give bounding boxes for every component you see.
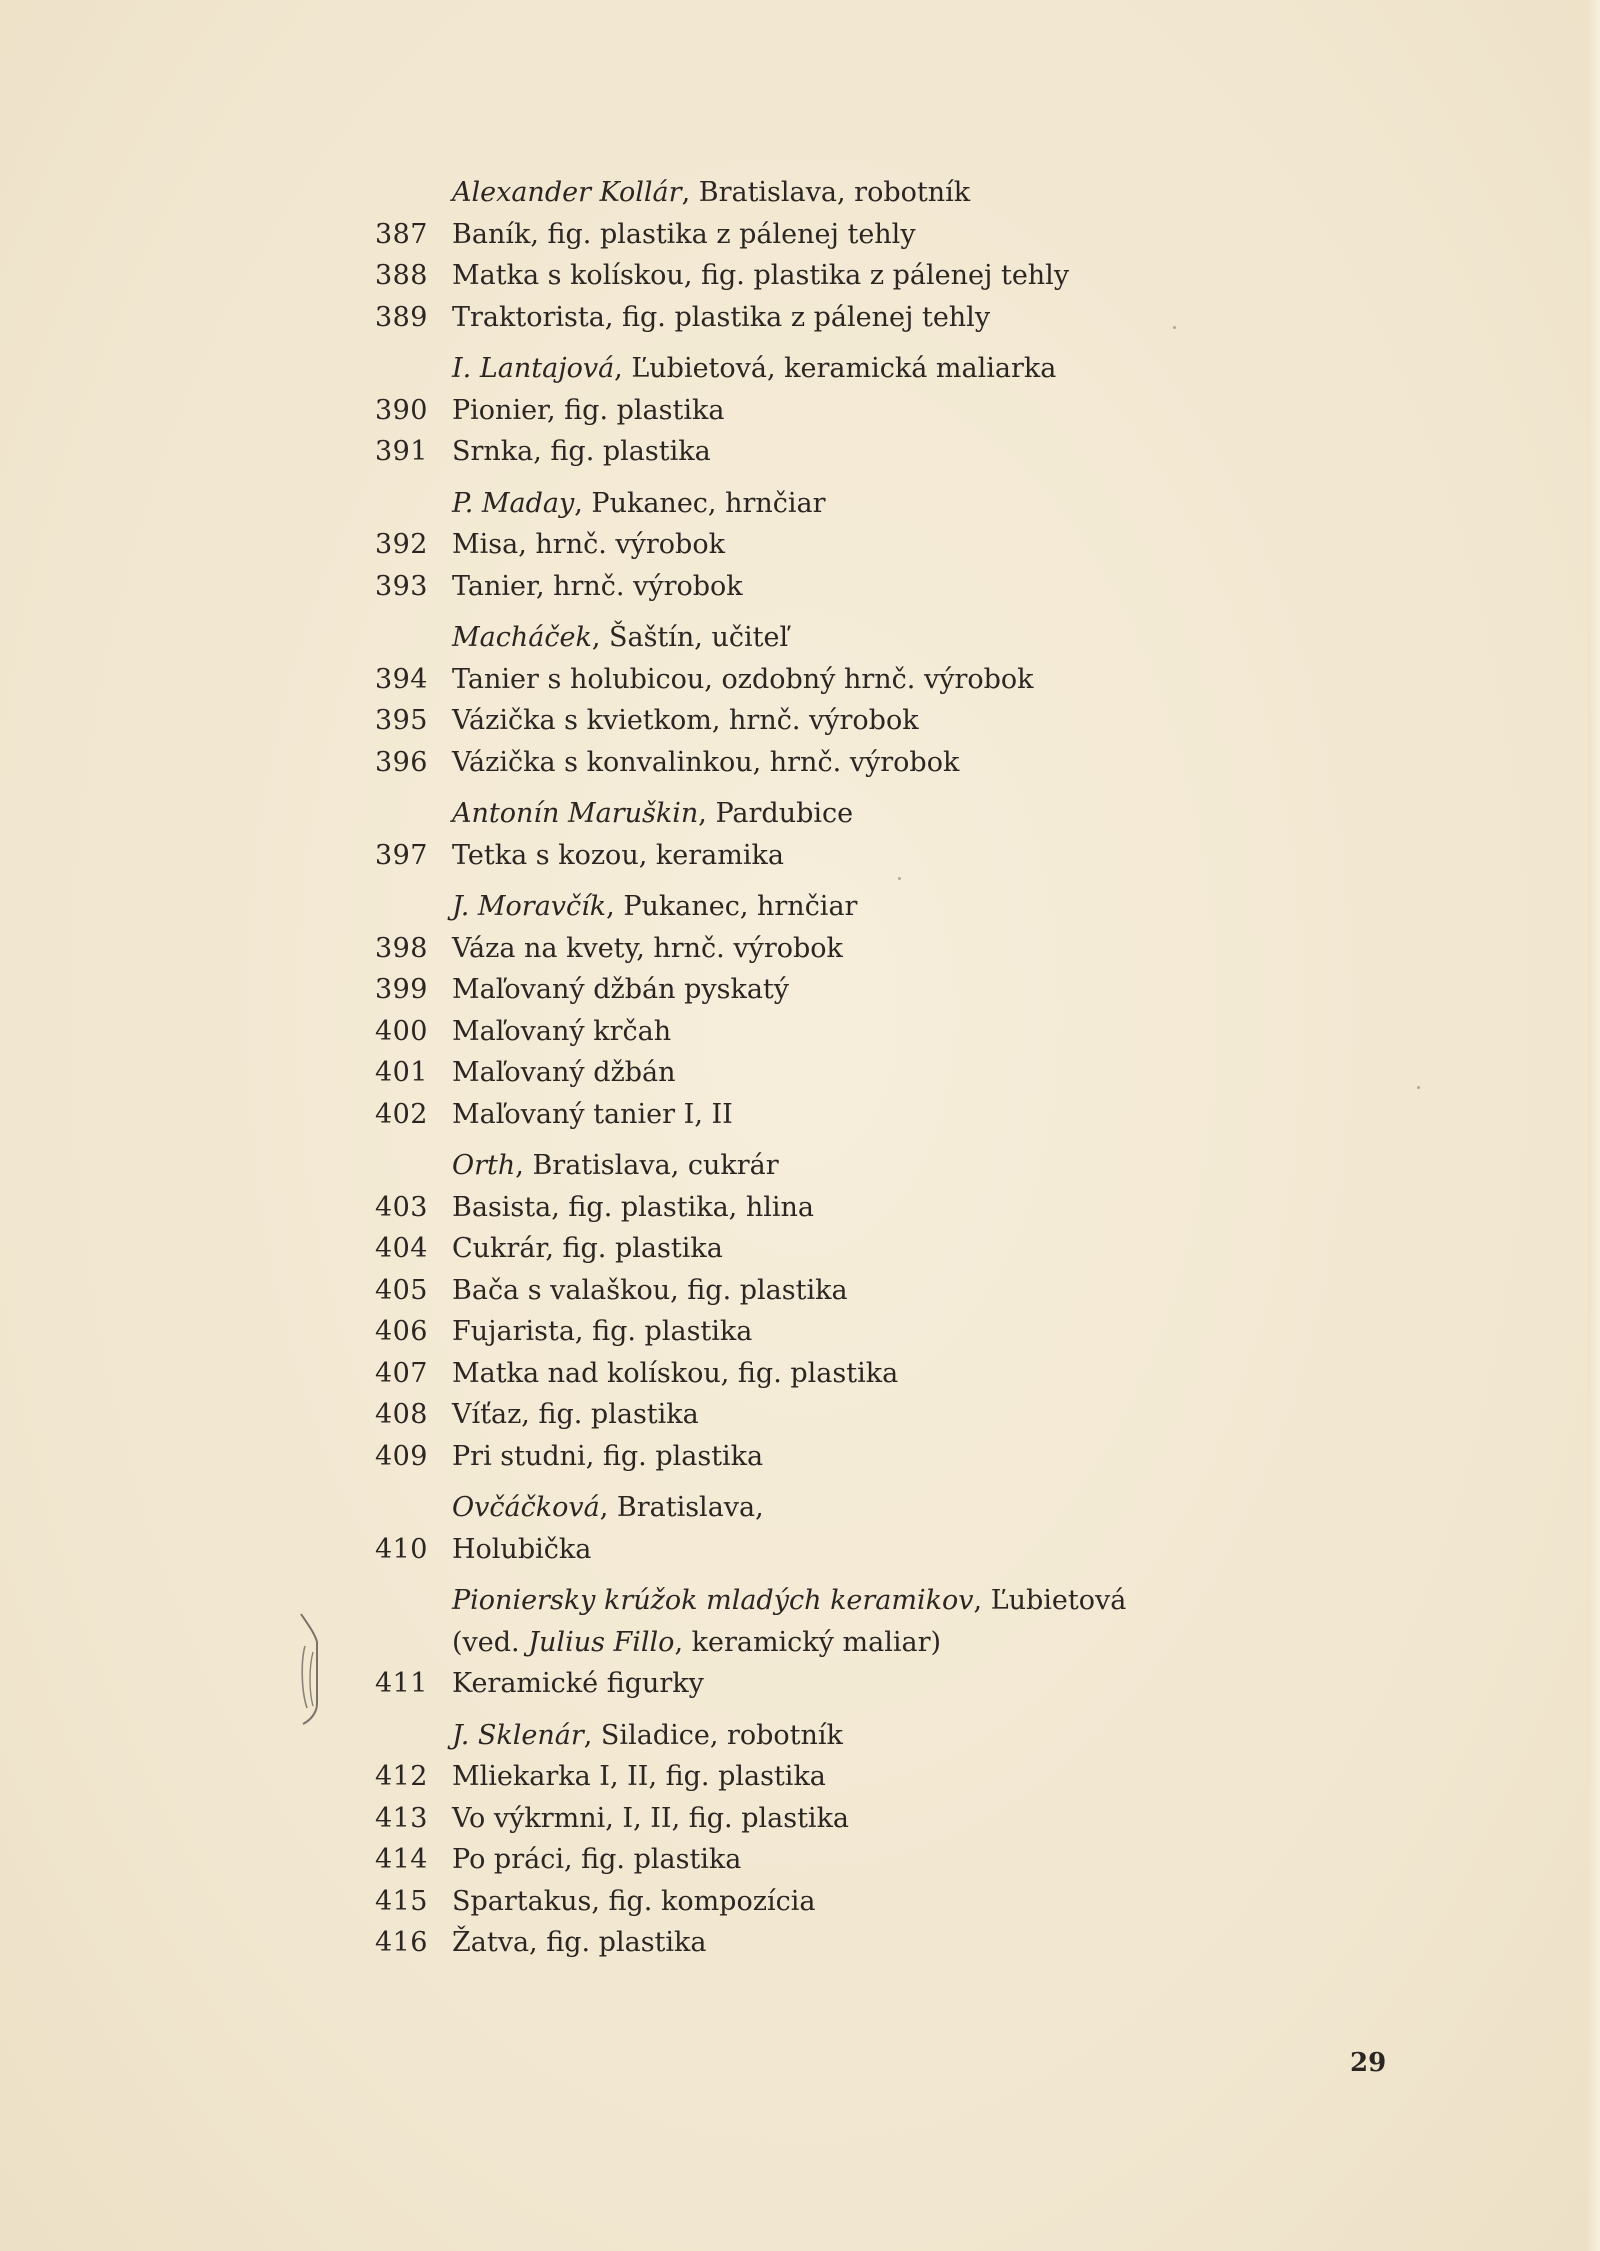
- catalog-entry: [360, 1922, 1260, 1964]
- author-name: Ovčáčková: [452, 1492, 600, 1523]
- author-group: [360, 172, 1260, 338]
- author-heading: [360, 793, 1260, 835]
- entry-title: Holubička: [452, 1533, 592, 1565]
- author-name: Julius Fillo: [528, 1626, 675, 1658]
- entry-number: 416: [374, 1927, 428, 1958]
- entry-title: Fujarista, fig. plastika: [452, 1316, 753, 1347]
- catalog-entry: [360, 1311, 1260, 1353]
- entry-title: Misa, hrnč. výrobok: [452, 529, 725, 560]
- author-details: , Ľubietová: [973, 1585, 1127, 1616]
- author-details: , Pardubice: [698, 798, 854, 829]
- entry-title: Vo výkrmni, I, II, fig. plastika: [452, 1802, 850, 1834]
- author-details: , Ľubietová, keramická maliarka: [614, 353, 1057, 384]
- catalog-entry: [360, 524, 1260, 566]
- entry-number: 408: [374, 1399, 428, 1430]
- entry-title: Mliekarka I, II, fig. plastika: [452, 1761, 826, 1792]
- author-group: [360, 886, 1260, 1135]
- catalog-entry: [360, 742, 1260, 784]
- catalog-entry: [360, 700, 1260, 742]
- author-name: P. Maday: [452, 487, 575, 519]
- catalog-entry: [360, 1011, 1260, 1053]
- entry-title: Srnka, fig. plastika: [452, 436, 711, 467]
- author-details: , Pukanec, hrnčiar: [606, 891, 858, 922]
- entry-number: 392: [374, 529, 428, 560]
- entry-title: Maľovaný džbán: [452, 1057, 676, 1088]
- entry-number: 409: [374, 1440, 428, 1472]
- entry-number: 399: [374, 974, 428, 1005]
- entry-title: Žatva, fig. plastika: [452, 1927, 707, 1958]
- catalog-entry: [360, 1663, 1260, 1705]
- entry-number: 406: [374, 1316, 428, 1347]
- author-details: , Šaštín, učiteľ: [591, 622, 789, 653]
- author-group: [360, 1580, 1260, 1705]
- entry-number: 396: [374, 746, 428, 778]
- entry-title: Cukrár, fig. plastika: [452, 1233, 723, 1264]
- entry-number: 390: [374, 394, 428, 426]
- entry-title: Vázička s kvietkom, hrnč. výrobok: [452, 705, 919, 736]
- entry-number: 397: [374, 839, 428, 871]
- entry-title: Spartakus, fig. kompozícia: [452, 1885, 816, 1917]
- entry-title: Vázička s konvalinkou, hrnč. výrobok: [452, 746, 960, 778]
- author-name: J. Moravčík: [452, 891, 607, 922]
- entry-title: Maľovaný tanier I, II: [452, 1098, 733, 1130]
- entry-number: 414: [374, 1844, 428, 1875]
- author-name: Macháček: [452, 622, 592, 653]
- catalog-entry: [360, 1881, 1260, 1923]
- catalog-entry: [360, 1094, 1260, 1136]
- entry-number: 413: [374, 1802, 428, 1834]
- entry-number: 404: [374, 1233, 428, 1264]
- entry-title: Bača s valaškou, fig. plastika: [452, 1274, 848, 1306]
- author-name: Pioniersky krúžok mladých keramikov: [452, 1585, 974, 1616]
- entry-title: Tanier, hrnč. výrobok: [452, 570, 743, 602]
- entry-number: 410: [374, 1533, 428, 1565]
- entry-title: Maľovaný džbán pyskatý: [452, 974, 790, 1005]
- catalog-entry: [360, 1228, 1260, 1270]
- catalog-entry: [360, 928, 1260, 970]
- pencil-bracket-mark: [295, 1612, 335, 1727]
- page-edge: [1588, 0, 1600, 2251]
- author-name: Orth: [452, 1150, 516, 1181]
- entry-title: Pionier, fig. plastika: [452, 394, 725, 426]
- author-group: [360, 1715, 1260, 1964]
- author-group: [360, 1145, 1260, 1477]
- catalog-entry: [360, 566, 1260, 608]
- catalog-entry: [360, 297, 1260, 339]
- entry-title: Traktorista, fig. plastika z pálenej tehly: [452, 301, 991, 333]
- author-heading: [360, 1715, 1260, 1757]
- entry-number: 402: [374, 1098, 428, 1130]
- entry-number: 387: [374, 218, 428, 250]
- author-name: J. Sklenár: [452, 1719, 584, 1751]
- author-details: , Bratislava,: [599, 1492, 764, 1523]
- author-name: Alexander Kollár: [452, 177, 682, 208]
- catalog-entry: [360, 1798, 1260, 1840]
- paper-speck: [1173, 326, 1176, 329]
- author-heading: [360, 348, 1260, 390]
- catalog-entry: [360, 659, 1260, 701]
- catalog-entry: [360, 1529, 1260, 1571]
- paper-speck: [898, 877, 901, 880]
- entry-number: 398: [374, 932, 428, 964]
- entry-number: 401: [374, 1057, 428, 1088]
- author-group: [360, 793, 1260, 876]
- entry-title: Matka s kolískou, fig. plastika z pálenej tehly: [452, 260, 1070, 291]
- entry-number: 411: [374, 1668, 428, 1699]
- catalog-list: [360, 172, 1260, 1974]
- catalog-entry: [360, 835, 1260, 877]
- author-name: I. Lantajová: [452, 353, 615, 384]
- author-group: [360, 1487, 1260, 1570]
- author-group: [360, 348, 1260, 473]
- author-heading-continued: [360, 1622, 1260, 1664]
- author-group: [360, 617, 1260, 783]
- catalog-entry: [360, 1052, 1260, 1094]
- entry-number: 412: [374, 1761, 428, 1792]
- catalog-entry: [360, 1270, 1260, 1312]
- entry-title: Tanier s holubicou, ozdobný hrnč. výrobok: [452, 663, 1034, 695]
- entry-number: 393: [374, 570, 428, 602]
- catalog-entry: [360, 214, 1260, 256]
- entry-number: 405: [374, 1274, 428, 1306]
- author-group: [360, 483, 1260, 608]
- paper-speck: [1417, 1086, 1420, 1089]
- author-details: , Pukanec, hrnčiar: [574, 487, 826, 519]
- entry-title: Keramické figurky: [452, 1668, 704, 1699]
- entry-number: 389: [374, 301, 428, 333]
- author-name: Antonín Maruškin: [452, 798, 699, 829]
- entry-title: Basista, fig. plastika, hlina: [452, 1191, 814, 1223]
- author-heading: [360, 617, 1260, 659]
- entry-number: 395: [374, 705, 428, 736]
- author-heading: [360, 1487, 1260, 1529]
- entry-title: Maľovaný krčah: [452, 1015, 672, 1047]
- author-heading: [360, 886, 1260, 928]
- author-heading: [360, 172, 1260, 214]
- entry-number: 407: [374, 1357, 428, 1389]
- entry-title: Tetka s kozou, keramika: [452, 839, 784, 871]
- author-heading: [360, 1145, 1260, 1187]
- entry-title: Matka nad kolískou, fig. plastika: [452, 1357, 899, 1389]
- catalog-entry: [360, 431, 1260, 473]
- entry-number: 388: [374, 260, 428, 291]
- catalog-entry: [360, 1353, 1260, 1395]
- entry-title: Po práci, fig. plastika: [452, 1844, 742, 1875]
- entry-title: Pri studni, fig. plastika: [452, 1440, 764, 1472]
- entry-title: Baník, fig. plastika z pálenej tehly: [452, 218, 916, 250]
- author-details: , Bratislava, robotník: [681, 177, 971, 208]
- author-details: , keramický maliar): [674, 1626, 942, 1658]
- page-number: 29: [1350, 2048, 1387, 2078]
- catalog-entry: [360, 255, 1260, 297]
- catalog-entry: [360, 969, 1260, 1011]
- entry-number: 400: [374, 1015, 428, 1047]
- entry-number: 394: [374, 663, 428, 695]
- catalog-entry: [360, 1839, 1260, 1881]
- author-heading: [360, 483, 1260, 525]
- catalog-entry: [360, 1394, 1260, 1436]
- author-details: , Siladice, robotník: [583, 1719, 843, 1751]
- author-details: , Bratislava, cukrár: [515, 1150, 779, 1181]
- entry-number: 403: [374, 1191, 428, 1223]
- catalog-entry: [360, 1187, 1260, 1229]
- catalog-entry: [360, 1756, 1260, 1798]
- author-prefix: (ved.: [452, 1626, 529, 1658]
- entry-title: Váza na kvety, hrnč. výrobok: [452, 932, 843, 964]
- catalog-entry: [360, 1436, 1260, 1478]
- author-heading: [360, 1580, 1260, 1622]
- catalog-entry: [360, 390, 1260, 432]
- entry-title: Víťaz, fig. plastika: [452, 1399, 699, 1430]
- entry-number: 415: [374, 1885, 428, 1917]
- entry-number: 391: [374, 436, 428, 467]
